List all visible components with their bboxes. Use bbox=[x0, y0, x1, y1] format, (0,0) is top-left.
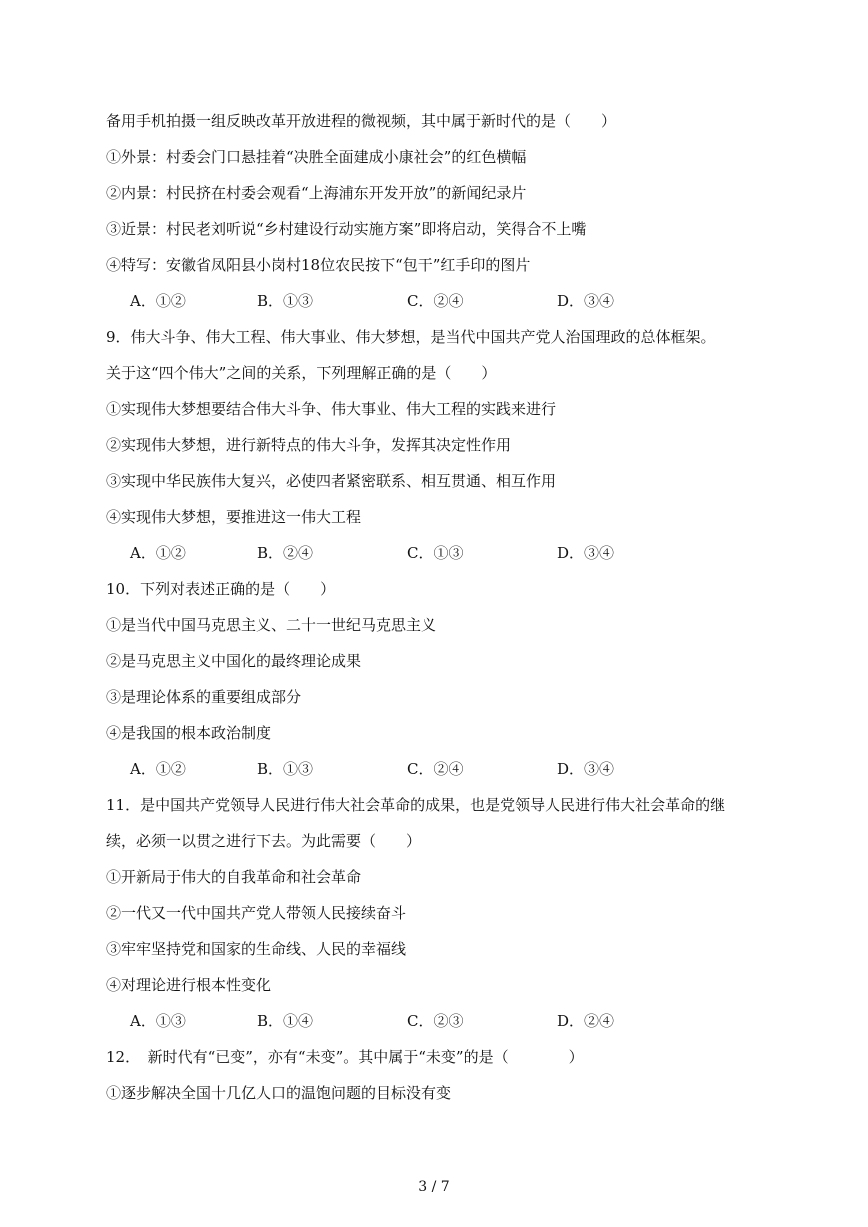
statement-line: ④对理论进行根本性变化 bbox=[106, 976, 272, 994]
statement-line: ③是理论体系的重要组成部分 bbox=[106, 688, 302, 706]
option-a: A．①② bbox=[130, 292, 186, 310]
statement-line: ④特写：安徽省凤阳县小岗村18位农民按下“包干”红手印的图片 bbox=[106, 256, 531, 274]
statement-line: ②是马克思主义中国化的最终理论成果 bbox=[106, 652, 362, 670]
option-a: A．①② bbox=[130, 544, 186, 562]
statement-line: ②内景：村民挤在村委会观看“上海浦东开发开放”的新闻纪录片 bbox=[106, 184, 527, 202]
statement-line: ①开新局于伟大的自我革命和社会革命 bbox=[106, 868, 362, 886]
option-d: D．②④ bbox=[557, 1012, 615, 1030]
question-9-stem: 9．伟大斗争、伟大工程、伟大事业、伟大梦想，是当代中国共产党人治国理政的总体框架。 bbox=[106, 328, 716, 346]
statement-line: ③实现中华民族伟大复兴，必使四者紧密联系、相互贯通、相互作用 bbox=[106, 472, 557, 490]
question-10-stem: 10．下列对表述正确的是（ ） bbox=[106, 580, 336, 598]
statement-line: ①逐步解决全国十几亿人口的温饱问题的目标没有变 bbox=[106, 1084, 452, 1102]
option-d: D．③④ bbox=[557, 544, 615, 562]
statement-line: ④是我国的根本政治制度 bbox=[106, 724, 272, 742]
statement-line: ①是当代中国马克思主义、二十一世纪马克思主义 bbox=[106, 616, 437, 634]
statement-line: ③近景：村民老刘听说“乡村建设行动实施方案”即将启动，笑得合不上嘴 bbox=[106, 220, 587, 238]
statement-line: ②实现伟大梦想，进行新特点的伟大斗争，发挥其决定性作用 bbox=[106, 436, 512, 454]
option-c: C．②④ bbox=[407, 292, 464, 310]
question-11-stem-cont: 续，必须一以贯之进行下去。为此需要（ ） bbox=[106, 832, 422, 850]
option-c: C．②③ bbox=[407, 1012, 464, 1030]
question-11-stem: 11．是中国共产党领导人民进行伟大社会革命的成果，也是党领导人民进行伟大社会革命的继 bbox=[106, 796, 726, 814]
statement-line: ①实现伟大梦想要结合伟大斗争、伟大事业、伟大工程的实践来进行 bbox=[106, 400, 557, 418]
statement-line: ②一代又一代中国共产党人带领人民接续奋斗 bbox=[106, 904, 407, 922]
option-b: B．①③ bbox=[257, 760, 314, 778]
question-9-stem-cont: 关于这“四个伟大”之间的关系，下列理解正确的是（ ） bbox=[106, 364, 497, 382]
page-number: 3 / 7 bbox=[418, 1179, 450, 1195]
question-12-stem: 12． 新时代有“已变”，亦有“未变”。其中属于“未变”的是（ ） bbox=[106, 1048, 584, 1066]
statement-line: ④实现伟大梦想，要推进这一伟大工程 bbox=[106, 508, 362, 526]
option-a: A．①② bbox=[130, 760, 186, 778]
option-d: D．③④ bbox=[557, 760, 615, 778]
option-b: B．②④ bbox=[257, 544, 314, 562]
option-a: A．①③ bbox=[130, 1012, 186, 1030]
option-b: B．①③ bbox=[257, 292, 314, 310]
question-8-stem: 备用手机拍摄一组反映改革开放进程的微视频，其中属于新时代的是（ ） bbox=[106, 112, 617, 130]
option-d: D．③④ bbox=[557, 292, 615, 310]
statement-line: ③牢牢坚持党和国家的生命线、人民的幸福线 bbox=[106, 940, 407, 958]
statement-line: ①外景：村委会门口悬挂着“决胜全面建成小康社会”的红色横幅 bbox=[106, 148, 527, 166]
option-c: C．②④ bbox=[407, 760, 464, 778]
option-c: C．①③ bbox=[407, 544, 464, 562]
option-b: B．①④ bbox=[257, 1012, 314, 1030]
